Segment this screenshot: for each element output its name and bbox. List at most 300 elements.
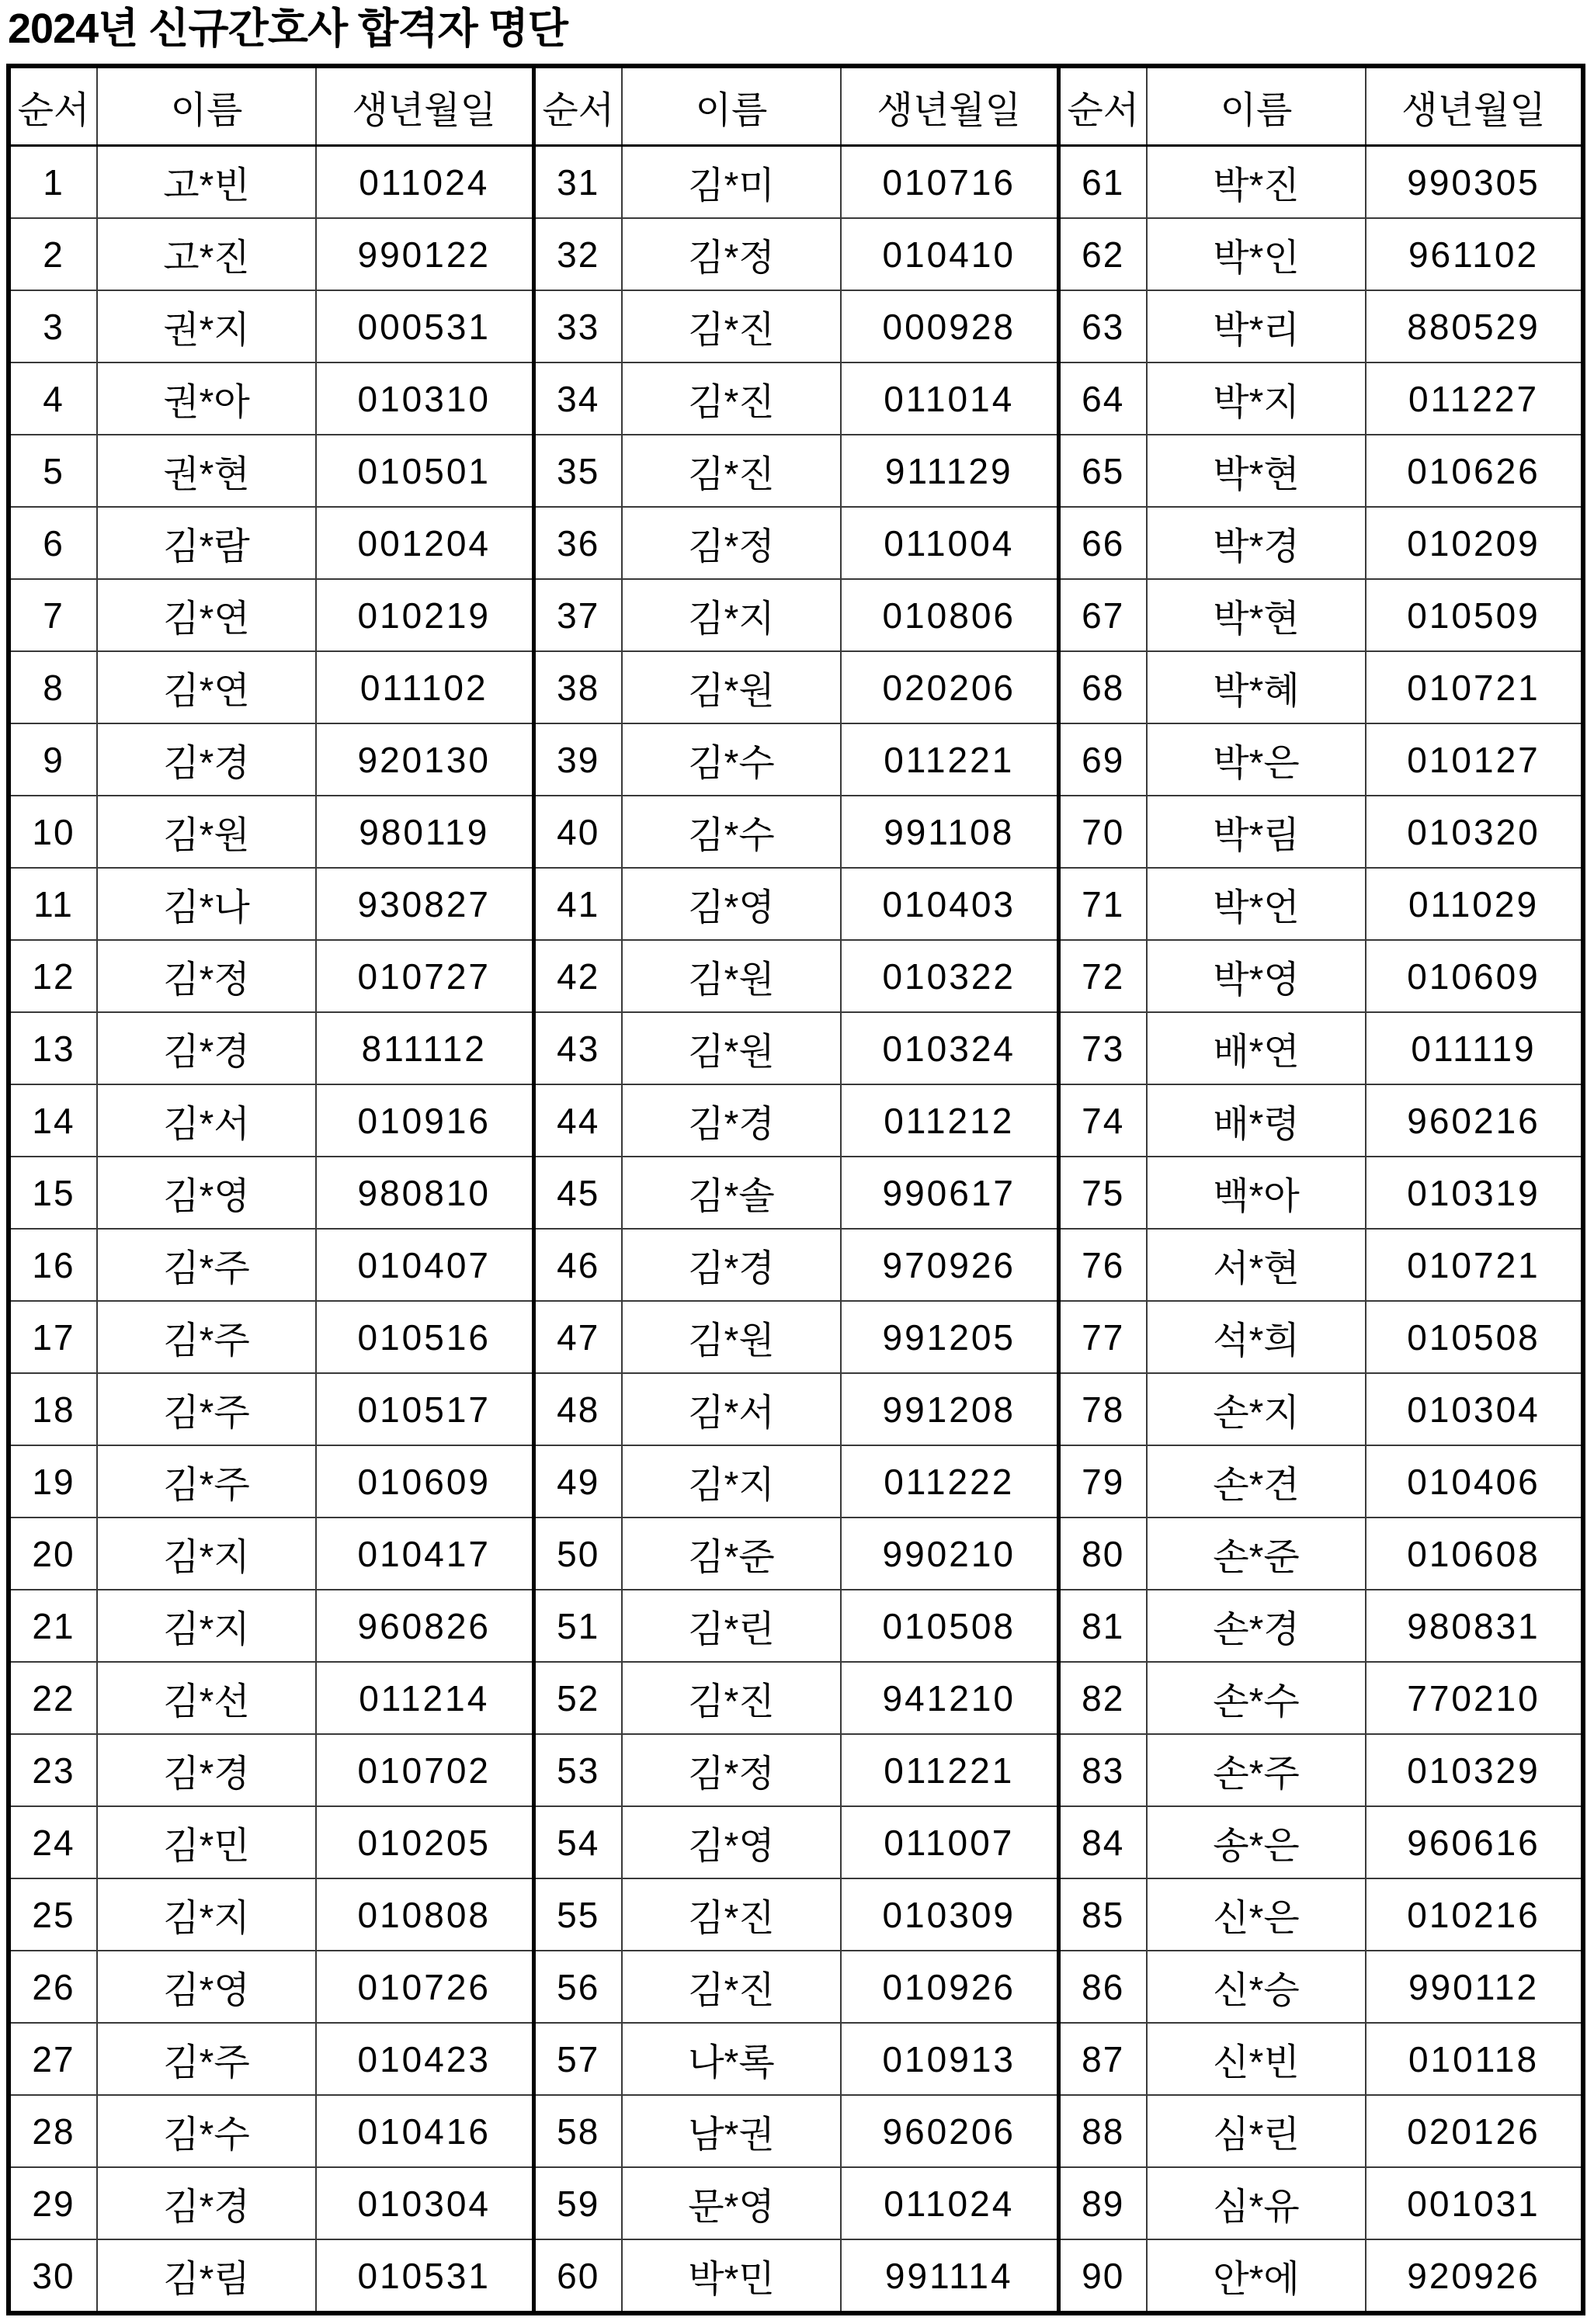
order-cell: 17 xyxy=(9,1301,97,1373)
table-row xyxy=(9,2167,1583,2239)
name-cell: 김*지 xyxy=(622,1445,841,1518)
table-row xyxy=(9,362,1583,435)
birthdate-cell: 011024 xyxy=(841,2167,1058,2239)
birthdate-cell: 010716 xyxy=(841,146,1058,219)
birthdate-cell: 970926 xyxy=(841,1229,1058,1301)
birthdate-cell: 011119 xyxy=(1366,1012,1583,1084)
order-cell: 76 xyxy=(1058,1229,1147,1301)
header-name: 이름 xyxy=(622,66,841,146)
order-cell: 89 xyxy=(1058,2167,1147,2239)
table-row xyxy=(9,651,1583,723)
order-cell: 13 xyxy=(9,1012,97,1084)
birthdate-cell: 010329 xyxy=(1366,1734,1583,1806)
order-cell: 22 xyxy=(9,1662,97,1734)
birthdate-cell: 010304 xyxy=(1366,1373,1583,1445)
name-cell: 박*경 xyxy=(1147,507,1366,579)
birthdate-cell: 920926 xyxy=(1366,2239,1583,2313)
name-cell: 김*주 xyxy=(97,1373,316,1445)
name-cell: 손*경 xyxy=(1147,1590,1366,1662)
birthdate-cell: 010531 xyxy=(316,2239,533,2313)
name-cell: 김*정 xyxy=(97,940,316,1012)
birthdate-cell: 010309 xyxy=(841,1878,1058,1951)
table-row xyxy=(9,723,1583,796)
birthdate-cell: 991108 xyxy=(841,796,1058,868)
name-cell: 박*지 xyxy=(1147,362,1366,435)
table-row xyxy=(9,1373,1583,1445)
name-cell: 김*원 xyxy=(622,651,841,723)
name-cell: 박*은 xyxy=(1147,723,1366,796)
name-cell: 김*정 xyxy=(622,1734,841,1806)
name-cell: 김*솔 xyxy=(622,1157,841,1229)
name-cell: 김*경 xyxy=(97,723,316,796)
name-cell: 박*리 xyxy=(1147,290,1366,362)
order-cell: 77 xyxy=(1058,1301,1147,1373)
birthdate-cell: 000531 xyxy=(316,290,533,362)
order-cell: 42 xyxy=(533,940,622,1012)
table-row xyxy=(9,579,1583,651)
birthdate-cell: 010127 xyxy=(1366,723,1583,796)
order-cell: 37 xyxy=(533,579,622,651)
order-cell: 80 xyxy=(1058,1518,1147,1590)
table-row xyxy=(9,796,1583,868)
name-cell: 김*진 xyxy=(622,362,841,435)
name-cell: 김*영 xyxy=(622,1806,841,1878)
order-cell: 56 xyxy=(533,1951,622,2023)
birthdate-cell: 010322 xyxy=(841,940,1058,1012)
name-cell: 손*준 xyxy=(1147,1518,1366,1590)
birthdate-cell: 010702 xyxy=(316,1734,533,1806)
order-cell: 24 xyxy=(9,1806,97,1878)
pass-list-table xyxy=(6,64,1585,2315)
name-cell: 나*록 xyxy=(622,2023,841,2095)
order-cell: 12 xyxy=(9,940,97,1012)
order-cell: 5 xyxy=(9,435,97,507)
order-cell: 36 xyxy=(533,507,622,579)
table-header xyxy=(9,66,1583,146)
name-cell: 신*은 xyxy=(1147,1878,1366,1951)
order-cell: 11 xyxy=(9,868,97,940)
birthdate-cell: 010508 xyxy=(1366,1301,1583,1373)
table-row xyxy=(9,1878,1583,1951)
order-cell: 23 xyxy=(9,1734,97,1806)
order-cell: 53 xyxy=(533,1734,622,1806)
birthdate-cell: 010808 xyxy=(316,1878,533,1951)
name-cell: 김*원 xyxy=(97,796,316,868)
birthdate-cell: 011102 xyxy=(316,651,533,723)
name-cell: 김*진 xyxy=(622,1951,841,2023)
name-cell: 심*린 xyxy=(1147,2095,1366,2167)
order-cell: 75 xyxy=(1058,1157,1147,1229)
birthdate-cell: 920130 xyxy=(316,723,533,796)
order-cell: 46 xyxy=(533,1229,622,1301)
order-cell: 68 xyxy=(1058,651,1147,723)
name-cell: 김*수 xyxy=(97,2095,316,2167)
name-cell: 김*주 xyxy=(97,1445,316,1518)
birthdate-cell: 010727 xyxy=(316,940,533,1012)
name-cell: 권*아 xyxy=(97,362,316,435)
birthdate-cell: 980831 xyxy=(1366,1590,1583,1662)
name-cell: 김*경 xyxy=(622,1084,841,1157)
page-title: 2024년 신규간호사 합격자 명단 xyxy=(8,5,568,52)
order-cell: 10 xyxy=(9,796,97,868)
name-cell: 김*미 xyxy=(622,146,841,219)
order-cell: 32 xyxy=(533,218,622,290)
birthdate-cell: 010403 xyxy=(841,868,1058,940)
order-cell: 4 xyxy=(9,362,97,435)
name-cell: 박*민 xyxy=(622,2239,841,2313)
birthdate-cell: 010913 xyxy=(841,2023,1058,2095)
birthdate-cell: 010721 xyxy=(1366,651,1583,723)
birthdate-cell: 941210 xyxy=(841,1662,1058,1734)
birthdate-cell: 930827 xyxy=(316,868,533,940)
name-cell: 김*나 xyxy=(97,868,316,940)
birthdate-cell: 001204 xyxy=(316,507,533,579)
order-cell: 49 xyxy=(533,1445,622,1518)
order-cell: 47 xyxy=(533,1301,622,1373)
name-cell: 배*연 xyxy=(1147,1012,1366,1084)
birthdate-cell: 010319 xyxy=(1366,1157,1583,1229)
order-cell: 9 xyxy=(9,723,97,796)
name-cell: 김*서 xyxy=(622,1373,841,1445)
birthdate-cell: 011014 xyxy=(841,362,1058,435)
order-cell: 21 xyxy=(9,1590,97,1662)
order-cell: 41 xyxy=(533,868,622,940)
name-cell: 박*현 xyxy=(1147,579,1366,651)
name-cell: 김*경 xyxy=(622,1229,841,1301)
birthdate-cell: 980810 xyxy=(316,1157,533,1229)
order-cell: 1 xyxy=(9,146,97,219)
name-cell: 김*민 xyxy=(97,1806,316,1878)
name-cell: 송*은 xyxy=(1147,1806,1366,1878)
birthdate-cell: 020126 xyxy=(1366,2095,1583,2167)
birthdate-cell: 010609 xyxy=(1366,940,1583,1012)
order-cell: 66 xyxy=(1058,507,1147,579)
birthdate-cell: 010219 xyxy=(316,579,533,651)
birthdate-cell: 010310 xyxy=(316,362,533,435)
table-row xyxy=(9,2239,1583,2313)
table-row xyxy=(9,1229,1583,1301)
order-cell: 50 xyxy=(533,1518,622,1590)
name-cell: 김*진 xyxy=(622,1878,841,1951)
header-order: 순서 xyxy=(9,66,97,146)
birthdate-cell: 010517 xyxy=(316,1373,533,1445)
birthdate-cell: 010721 xyxy=(1366,1229,1583,1301)
table-row xyxy=(9,868,1583,940)
name-cell: 박*림 xyxy=(1147,796,1366,868)
name-cell: 김*영 xyxy=(622,868,841,940)
table-row xyxy=(9,435,1583,507)
table-row xyxy=(9,1662,1583,1734)
name-cell: 박*인 xyxy=(1147,218,1366,290)
order-cell: 2 xyxy=(9,218,97,290)
birthdate-cell: 010609 xyxy=(316,1445,533,1518)
birthdate-cell: 010320 xyxy=(1366,796,1583,868)
birthdate-cell: 000928 xyxy=(841,290,1058,362)
name-cell: 서*현 xyxy=(1147,1229,1366,1301)
order-cell: 30 xyxy=(9,2239,97,2313)
header-birthdate: 생년월일 xyxy=(1366,66,1583,146)
order-cell: 90 xyxy=(1058,2239,1147,2313)
order-cell: 35 xyxy=(533,435,622,507)
order-cell: 84 xyxy=(1058,1806,1147,1878)
order-cell: 73 xyxy=(1058,1012,1147,1084)
order-cell: 60 xyxy=(533,2239,622,2313)
table-row xyxy=(9,1734,1583,1806)
table-row xyxy=(9,2023,1583,2095)
name-cell: 김*진 xyxy=(622,1662,841,1734)
name-cell: 김*경 xyxy=(97,1734,316,1806)
order-cell: 58 xyxy=(533,2095,622,2167)
birthdate-cell: 010205 xyxy=(316,1806,533,1878)
table-row xyxy=(9,1518,1583,1590)
name-cell: 심*유 xyxy=(1147,2167,1366,2239)
name-cell: 박*진 xyxy=(1147,146,1366,219)
birthdate-cell: 991114 xyxy=(841,2239,1058,2313)
header-birthdate: 생년월일 xyxy=(841,66,1058,146)
birthdate-cell: 010406 xyxy=(1366,1445,1583,1518)
order-cell: 72 xyxy=(1058,940,1147,1012)
name-cell: 김*원 xyxy=(622,940,841,1012)
order-cell: 29 xyxy=(9,2167,97,2239)
table-row xyxy=(9,2095,1583,2167)
birthdate-cell: 011222 xyxy=(841,1445,1058,1518)
birthdate-cell: 960826 xyxy=(316,1590,533,1662)
birthdate-cell: 010324 xyxy=(841,1012,1058,1084)
birthdate-cell: 010423 xyxy=(316,2023,533,2095)
order-cell: 18 xyxy=(9,1373,97,1445)
name-cell: 김*림 xyxy=(97,2239,316,2313)
name-cell: 김*경 xyxy=(97,2167,316,2239)
order-cell: 48 xyxy=(533,1373,622,1445)
name-cell: 박*현 xyxy=(1147,435,1366,507)
name-cell: 김*주 xyxy=(97,2023,316,2095)
name-cell: 김*진 xyxy=(622,435,841,507)
birthdate-cell: 990210 xyxy=(841,1518,1058,1590)
birthdate-cell: 001031 xyxy=(1366,2167,1583,2239)
order-cell: 81 xyxy=(1058,1590,1147,1662)
birthdate-cell: 010926 xyxy=(841,1951,1058,2023)
name-cell: 박*언 xyxy=(1147,868,1366,940)
order-cell: 88 xyxy=(1058,2095,1147,2167)
name-cell: 권*지 xyxy=(97,290,316,362)
birthdate-cell: 010407 xyxy=(316,1229,533,1301)
birthdate-cell: 010209 xyxy=(1366,507,1583,579)
birthdate-cell: 010410 xyxy=(841,218,1058,290)
name-cell: 김*정 xyxy=(622,218,841,290)
table-row xyxy=(9,290,1583,362)
order-cell: 63 xyxy=(1058,290,1147,362)
order-cell: 86 xyxy=(1058,1951,1147,2023)
table-row xyxy=(9,940,1583,1012)
birthdate-cell: 010626 xyxy=(1366,435,1583,507)
header-order: 순서 xyxy=(1058,66,1147,146)
order-cell: 31 xyxy=(533,146,622,219)
birthdate-cell: 010501 xyxy=(316,435,533,507)
name-cell: 김*진 xyxy=(622,290,841,362)
name-cell: 김*원 xyxy=(622,1301,841,1373)
birthdate-cell: 880529 xyxy=(1366,290,1583,362)
table-row xyxy=(9,1301,1583,1373)
order-cell: 74 xyxy=(1058,1084,1147,1157)
birthdate-cell: 991205 xyxy=(841,1301,1058,1373)
birthdate-cell: 011007 xyxy=(841,1806,1058,1878)
name-cell: 백*아 xyxy=(1147,1157,1366,1229)
name-cell: 손*지 xyxy=(1147,1373,1366,1445)
birthdate-cell: 990122 xyxy=(316,218,533,290)
name-cell: 손*견 xyxy=(1147,1445,1366,1518)
birthdate-cell: 011214 xyxy=(316,1662,533,1734)
birthdate-cell: 010304 xyxy=(316,2167,533,2239)
order-cell: 28 xyxy=(9,2095,97,2167)
order-cell: 16 xyxy=(9,1229,97,1301)
name-cell: 고*빈 xyxy=(97,146,316,219)
order-cell: 67 xyxy=(1058,579,1147,651)
header-name: 이름 xyxy=(1147,66,1366,146)
table-row xyxy=(9,146,1583,219)
birthdate-cell: 911129 xyxy=(841,435,1058,507)
order-cell: 69 xyxy=(1058,723,1147,796)
birthdate-cell: 960216 xyxy=(1366,1084,1583,1157)
order-cell: 59 xyxy=(533,2167,622,2239)
name-cell: 김*린 xyxy=(622,1590,841,1662)
order-cell: 52 xyxy=(533,1662,622,1734)
birthdate-cell: 010916 xyxy=(316,1084,533,1157)
birthdate-cell: 011029 xyxy=(1366,868,1583,940)
birthdate-cell: 020206 xyxy=(841,651,1058,723)
table-row xyxy=(9,507,1583,579)
name-cell: 김*영 xyxy=(97,1951,316,2023)
order-cell: 7 xyxy=(9,579,97,651)
name-cell: 석*희 xyxy=(1147,1301,1366,1373)
name-cell: 신*승 xyxy=(1147,1951,1366,2023)
table-row xyxy=(9,1590,1583,1662)
table-row xyxy=(9,1445,1583,1518)
table-row xyxy=(9,1157,1583,1229)
name-cell: 김*람 xyxy=(97,507,316,579)
order-cell: 14 xyxy=(9,1084,97,1157)
header-name: 이름 xyxy=(97,66,316,146)
birthdate-cell: 811112 xyxy=(316,1012,533,1084)
order-cell: 79 xyxy=(1058,1445,1147,1518)
name-cell: 김*원 xyxy=(622,1012,841,1084)
order-cell: 82 xyxy=(1058,1662,1147,1734)
name-cell: 남*권 xyxy=(622,2095,841,2167)
order-cell: 45 xyxy=(533,1157,622,1229)
order-cell: 33 xyxy=(533,290,622,362)
order-cell: 85 xyxy=(1058,1878,1147,1951)
name-cell: 김*연 xyxy=(97,579,316,651)
order-cell: 3 xyxy=(9,290,97,362)
order-cell: 43 xyxy=(533,1012,622,1084)
birthdate-cell: 991208 xyxy=(841,1373,1058,1445)
name-cell: 김*정 xyxy=(622,507,841,579)
birthdate-cell: 990617 xyxy=(841,1157,1058,1229)
order-cell: 65 xyxy=(1058,435,1147,507)
birthdate-cell: 010416 xyxy=(316,2095,533,2167)
order-cell: 39 xyxy=(533,723,622,796)
order-cell: 78 xyxy=(1058,1373,1147,1445)
order-cell: 26 xyxy=(9,1951,97,2023)
name-cell: 문*영 xyxy=(622,2167,841,2239)
order-cell: 83 xyxy=(1058,1734,1147,1806)
table-row xyxy=(9,1084,1583,1157)
order-cell: 44 xyxy=(533,1084,622,1157)
name-cell: 김*연 xyxy=(97,651,316,723)
birthdate-cell: 011212 xyxy=(841,1084,1058,1157)
name-cell: 안*에 xyxy=(1147,2239,1366,2313)
name-cell: 김*주 xyxy=(97,1229,316,1301)
name-cell: 김*지 xyxy=(622,579,841,651)
name-cell: 권*현 xyxy=(97,435,316,507)
name-cell: 김*수 xyxy=(622,796,841,868)
order-cell: 57 xyxy=(533,2023,622,2095)
order-cell: 20 xyxy=(9,1518,97,1590)
name-cell: 박*영 xyxy=(1147,940,1366,1012)
birthdate-cell: 011221 xyxy=(841,723,1058,796)
table-body xyxy=(9,146,1583,2314)
order-cell: 15 xyxy=(9,1157,97,1229)
name-cell: 손*수 xyxy=(1147,1662,1366,1734)
birthdate-cell: 010508 xyxy=(841,1590,1058,1662)
order-cell: 19 xyxy=(9,1445,97,1518)
name-cell: 김*수 xyxy=(622,723,841,796)
birthdate-cell: 990112 xyxy=(1366,1951,1583,2023)
table-row xyxy=(9,1806,1583,1878)
name-cell: 손*주 xyxy=(1147,1734,1366,1806)
order-cell: 64 xyxy=(1058,362,1147,435)
name-cell: 김*주 xyxy=(97,1301,316,1373)
name-cell: 김*선 xyxy=(97,1662,316,1734)
birthdate-cell: 011024 xyxy=(316,146,533,219)
birthdate-cell: 010608 xyxy=(1366,1518,1583,1590)
birthdate-cell: 010509 xyxy=(1366,579,1583,651)
order-cell: 54 xyxy=(533,1806,622,1878)
birthdate-cell: 960206 xyxy=(841,2095,1058,2167)
birthdate-cell: 960616 xyxy=(1366,1806,1583,1878)
birthdate-cell: 011227 xyxy=(1366,362,1583,435)
name-cell: 김*지 xyxy=(97,1518,316,1590)
birthdate-cell: 770210 xyxy=(1366,1662,1583,1734)
birthdate-cell: 010216 xyxy=(1366,1878,1583,1951)
order-cell: 6 xyxy=(9,507,97,579)
order-cell: 62 xyxy=(1058,218,1147,290)
birthdate-cell: 010118 xyxy=(1366,2023,1583,2095)
name-cell: 김*지 xyxy=(97,1878,316,1951)
birthdate-cell: 010806 xyxy=(841,579,1058,651)
birthdate-cell: 010726 xyxy=(316,1951,533,2023)
birthdate-cell: 961102 xyxy=(1366,218,1583,290)
birthdate-cell: 011004 xyxy=(841,507,1058,579)
order-cell: 8 xyxy=(9,651,97,723)
order-cell: 38 xyxy=(533,651,622,723)
birthdate-cell: 010516 xyxy=(316,1301,533,1373)
order-cell: 87 xyxy=(1058,2023,1147,2095)
order-cell: 34 xyxy=(533,362,622,435)
table-row xyxy=(9,1012,1583,1084)
order-cell: 27 xyxy=(9,2023,97,2095)
name-cell: 고*진 xyxy=(97,218,316,290)
birthdate-cell: 010417 xyxy=(316,1518,533,1590)
name-cell: 김*경 xyxy=(97,1012,316,1084)
name-cell: 신*빈 xyxy=(1147,2023,1366,2095)
header-order: 순서 xyxy=(533,66,622,146)
birthdate-cell: 011221 xyxy=(841,1734,1058,1806)
order-cell: 40 xyxy=(533,796,622,868)
order-cell: 61 xyxy=(1058,146,1147,219)
order-cell: 70 xyxy=(1058,796,1147,868)
birthdate-cell: 980119 xyxy=(316,796,533,868)
birthdate-cell: 990305 xyxy=(1366,146,1583,219)
